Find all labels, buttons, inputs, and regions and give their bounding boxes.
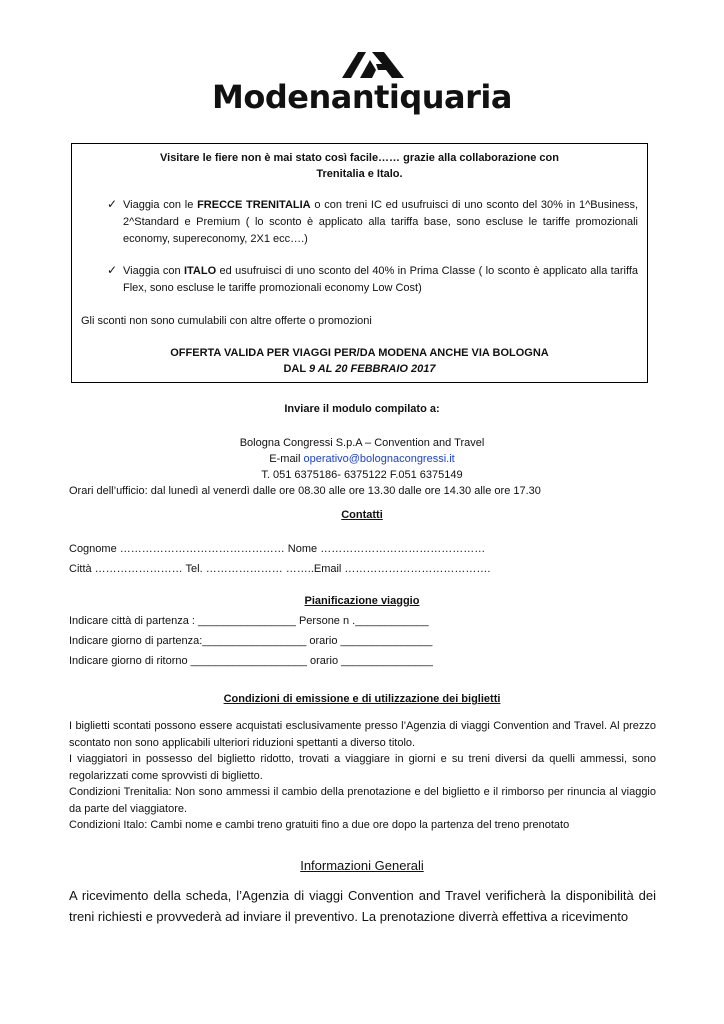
offer-box [71, 143, 648, 383]
pianificazione-heading: Pianificazione viaggio [304, 595, 420, 607]
return-date-field[interactable]: Indicare giorno di ritorno ___________________ orario _______________ [69, 655, 433, 667]
email-label: E-mail [269, 453, 304, 465]
departure-date-field[interactable]: Indicare giorno di partenza:_________________ orario _______________ [69, 635, 433, 647]
condizioni-p1: I biglietti scontati possono essere acquistati esclusivamente presso l’Agenzia di viaggi Convention and Travel. Al prezzo scontato non sono applicabili ulteriori riduzioni spettanti a diverso titolo. [69, 720, 656, 749]
check-icon: ✓ [107, 263, 118, 277]
brand-name: Modenantiquaria [212, 78, 512, 116]
email-line [0, 451, 724, 467]
ma-monogram-icon [0, 48, 724, 82]
trenitalia-text: o con treni IC ed usufruisci di uno sconto del 30% in 1^Business, 2^Standard e Premium ( lo sconto è applicato alla tariffa base, sono escluse le tariffe promozionali economy, supereconomy, 2X1 ecc….) [123, 199, 638, 245]
condizioni-p2: I viaggiatori in possesso del biglietto ridotto, trovati a viaggiare in giorni e su treni diversi da quelli ammessi, sono regolarizzati come sprovvisti di biglietto. [69, 753, 656, 782]
info-text: A ricevimento della scheda, l’Agenzia di viaggi Convention and Travel verificherà la disponibilità dei treni richiesti e provvederà ad inviare il preventivo. La prenotazione diverrà effettiva a ricevimento [69, 888, 656, 924]
validity-prefix: DAL [283, 363, 309, 375]
trenitalia-prefix: Viaggia con le [123, 199, 198, 211]
trenitalia-highlight: FRECCE TRENITALIA [197, 199, 311, 211]
validity-dates: 9 AL 20 FEBBRAIO 2017 [308, 363, 436, 375]
validity-line-1: OFFERTA VALIDA PER VIAGGI PER/DA MODENA ANCHE VIA BOLOGNA [170, 347, 549, 359]
offer-intro-1: Visitare le fiere non è mai stato così facile…… grazie alla collaborazione con [160, 152, 559, 164]
no-cumulative-note: Gli sconti non sono cumulabili con altre offerte o promozioni [81, 315, 372, 327]
company-name: Bologna Congressi S.p.A – Convention and Travel [239, 437, 485, 449]
email-link[interactable]: operativo@bolognacongressi.it [303, 453, 455, 465]
departure-city-field[interactable]: Indicare città di partenza : ________________ Persone n .____________ [69, 615, 429, 627]
italo-prefix: Viaggia con [123, 265, 184, 277]
condizioni-p4: Condizioni Italo: Cambi nome e cambi treno gratuiti fino a due ore dopo la partenza del treno prenotato [69, 819, 570, 831]
logo [0, 48, 724, 82]
contatti-name-field[interactable]: Cognome ……………………………………… Nome ……………………………………… [69, 543, 486, 555]
italo-text: ed usufruisci di uno sconto del 40% in Prima Classe ( lo sconto è applicato alla tariffa Flex, sono escluse le tariffe promozionali economy Low Cost) [123, 265, 638, 294]
send-to-heading: Inviare il modulo compilato a: [284, 403, 440, 415]
offer-intro-2: Trenitalia e Italo. [316, 168, 403, 180]
condizioni-heading: Condizioni di emissione e di utilizzazione dei biglietti [223, 693, 501, 705]
office-hours: Orari dell’ufficio: dal lunedì al venerdì dalle ore 08.30 alle ore 13.30 dalle ore 14.30 alle ore 17.30 [69, 485, 541, 497]
check-icon: ✓ [107, 197, 118, 211]
italo-offer [123, 263, 638, 297]
validity-line-2 [72, 361, 647, 377]
phone-fax: T. 051 6375186- 6375122 F.051 6375149 [261, 469, 463, 481]
contatti-heading: Contatti [341, 509, 383, 521]
trenitalia-offer [123, 197, 638, 248]
contatti-city-field[interactable]: Città …………………… Tel. ………………… ……..Email …………………………………. [69, 563, 491, 575]
condizioni-p3: Condizioni Trenitalia: Non sono ammessi il cambio della prenotazione e del biglietto e il rimborso per rinuncia al viaggio da parte del viaggiatore. [69, 786, 656, 815]
italo-highlight: ITALO [183, 265, 217, 277]
info-heading: Informazioni Generali [300, 858, 424, 873]
